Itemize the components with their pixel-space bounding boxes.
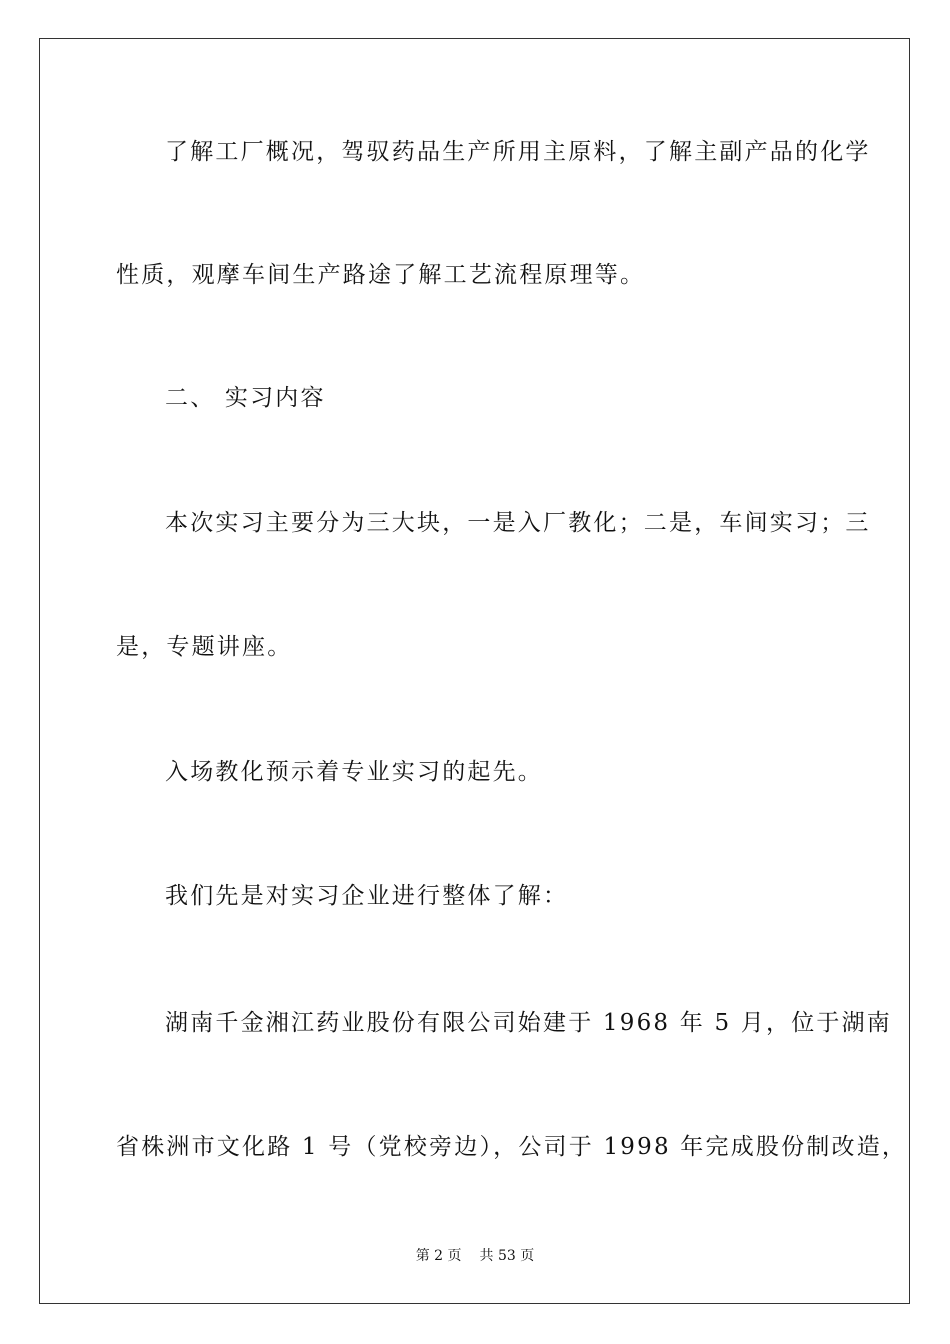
text-line-7: 湖南千金湘江药业股份有限公司始建于 1968 年 5 月，位于湖南 <box>165 1010 893 1036</box>
text-line-8: 省株洲市文化路 1 号（党校旁边），公司于 1998 年完成股份制改造， <box>116 1134 908 1160</box>
page-total: 共 53 页 <box>479 1248 535 1264</box>
page-footer <box>0 1247 950 1265</box>
page-number: 第 2 页 <box>415 1248 462 1264</box>
page-border <box>39 38 910 1304</box>
text-line-4: 是，专题讲座。 <box>116 634 293 660</box>
section-heading: 二、 实习内容 <box>165 385 326 411</box>
text-line-6: 我们先是对实习企业进行整体了解： <box>165 883 569 909</box>
text-line-5: 入场教化预示着专业实习的起先。 <box>165 759 543 785</box>
text-line-2: 性质，观摩车间生产路途了解工艺流程原理等。 <box>116 262 646 288</box>
text-line-3: 本次实习主要分为三大块，一是入厂教化；二是，车间实习；三 <box>165 510 871 536</box>
text-line-1: 了解工厂概况，驾驭药品生产所用主原料，了解主副产品的化学 <box>165 139 871 165</box>
